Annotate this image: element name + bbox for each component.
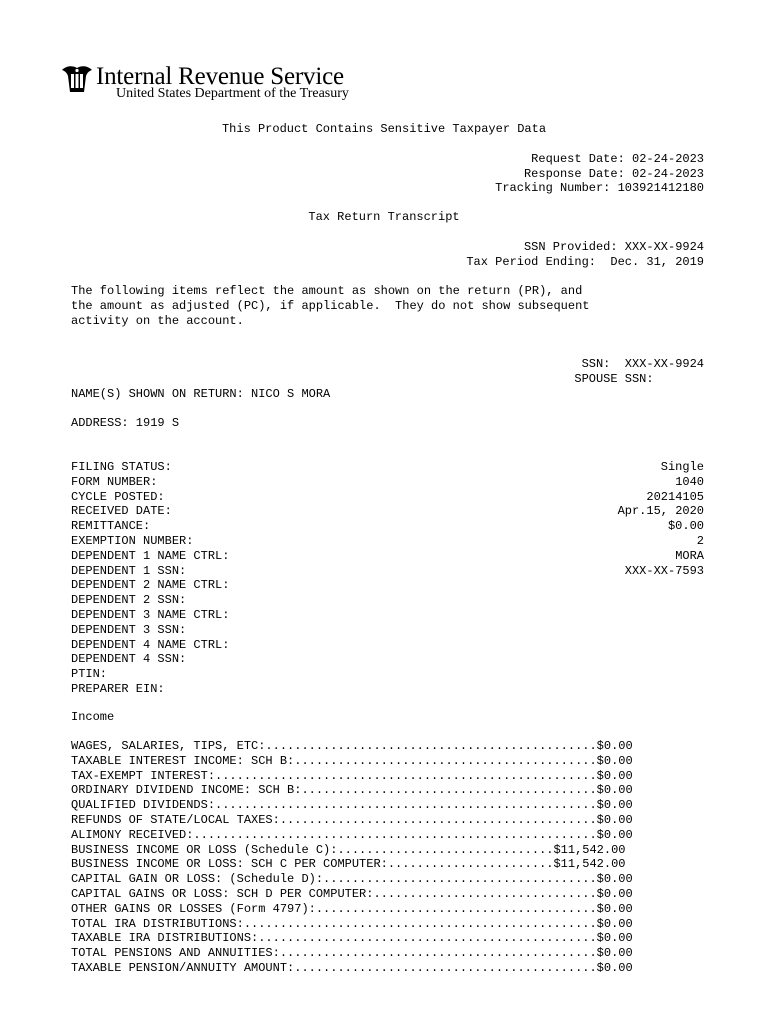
income-line: REFUNDS OF STATE/LOCAL TAXES:............................................$0.00 (71, 812, 633, 827)
income-line: WAGES, SALARIES, TIPS, ETC:..............................................$0.00 (71, 739, 633, 753)
irs-logo (60, 64, 349, 101)
address: ADDRESS: 1919 S (71, 416, 180, 430)
income-line: CAPITAL GAIN OR LOSS: (Schedule D):......................................$0.00 (71, 872, 633, 887)
income-line: TOTAL PENSIONS AND ANNUITIES:............................................$0.00 (71, 946, 633, 961)
field-value: 20214105 (646, 489, 704, 504)
intro-line: the amount as adjusted (PC), if applicable. They do not show subsequent (71, 299, 590, 313)
spouse-ssn: SPOUSE SSN: (574, 372, 704, 386)
income-line: OTHER GAINS OR LOSSES (Form 4797):.......................................$0.00 (71, 901, 633, 916)
field-label: PTIN: (71, 667, 108, 682)
income-line: TOTAL IRA DISTRIBUTIONS:.................................................$0.00 (71, 916, 633, 931)
income-line: BUSINESS INCOME OR LOSS (Schedule C):..............................$11,542.00 (71, 842, 626, 857)
field-row (71, 504, 704, 519)
field-label: DEPENDENT 3 SSN: (71, 622, 187, 637)
intro-line: The following items reflect the amount as shown on the return (PR), and (71, 284, 583, 298)
field-row (71, 652, 704, 667)
ssn-provided: SSN Provided: XXX-XX-9924 (523, 240, 704, 254)
document-title: Tax Return Transcript (308, 210, 460, 224)
field-row (71, 519, 704, 534)
field-row (71, 608, 704, 623)
intro-line: activity on the account. (71, 314, 244, 328)
field-row (71, 490, 704, 505)
income-lines (71, 739, 704, 976)
income-line: TAX-EXEMPT INTEREST:.....................................................$0.00 (71, 768, 633, 783)
field-value: MORA (675, 548, 704, 563)
field-label: DEPENDENT 2 SSN: (71, 593, 187, 608)
field-value: $0.00 (667, 519, 704, 534)
field-label: DEPENDENT 3 NAME CTRL: (71, 607, 230, 622)
field-label: PREPARER EIN: (71, 681, 165, 696)
field-value: Apr.15, 2020 (617, 504, 704, 519)
taxpayer-ssn: SSN: XXX-XX-9924 (581, 357, 704, 371)
field-row (71, 623, 704, 638)
field-row (71, 475, 704, 490)
field-row (71, 460, 704, 475)
income-line: BUSINESS INCOME OR LOSS: SCH C PER COMPUTER:.......................$11,542.00 (71, 857, 626, 872)
field-label: EXEMPTION NUMBER: (71, 533, 194, 548)
field-label: DEPENDENT 2 NAME CTRL: (71, 578, 230, 593)
field-label: DEPENDENT 4 SSN: (71, 652, 187, 667)
filing-fields (71, 460, 704, 697)
agency-name: Internal Revenue Service (96, 63, 344, 90)
field-row (71, 578, 704, 593)
irs-eagle-icon (60, 64, 94, 96)
field-value: XXX-XX-7593 (624, 563, 704, 578)
income-line: ALIMONY RECEIVED:........................................................$0.00 (71, 827, 633, 842)
field-label: FILING STATUS: (71, 460, 172, 474)
income-line: TAXABLE INTEREST INCOME: SCH B:..........................................$0.00 (71, 753, 633, 768)
field-row (71, 549, 704, 564)
field-row (71, 564, 704, 579)
field-label: DEPENDENT 4 NAME CTRL: (71, 637, 230, 652)
response-date: Response Date: 02-24-2023 (523, 167, 704, 181)
sensitive-data-notice: This Product Contains Sensitive Taxpayer Data (221, 122, 547, 136)
request-date: Request Date: 02-24-2023 (531, 152, 704, 166)
income-line: QUALIFIED DIVIDENDS:.....................................................$0.00 (71, 798, 633, 813)
field-row (71, 638, 704, 653)
field-value: 2 (696, 533, 704, 548)
income-heading: Income (71, 710, 115, 724)
field-label: RECEIVED DATE: (71, 504, 172, 519)
field-row (71, 682, 704, 697)
field-label: DEPENDENT 1 SSN: (71, 563, 187, 578)
income-line: CAPITAL GAINS OR LOSS: SCH D PER COMPUTER:...............................$0.00 (71, 886, 633, 901)
field-row (71, 593, 704, 608)
income-line: TAXABLE IRA DISTRIBUTIONS:...............................................$0.00 (71, 931, 633, 946)
field-label: DEPENDENT 1 NAME CTRL: (71, 548, 230, 563)
tracking-number: Tracking Number: 103921412180 (495, 181, 704, 195)
field-value: 1040 (675, 474, 704, 489)
tax-period-ending: Tax Period Ending: Dec. 31, 2019 (466, 255, 704, 269)
field-label: FORM NUMBER: (71, 474, 158, 489)
field-row (71, 534, 704, 549)
names-on-return: NAME(S) SHOWN ON RETURN: NICO S MORA (71, 387, 331, 401)
field-label: REMITTANCE: (71, 519, 151, 534)
field-value: Single (660, 460, 704, 474)
income-line: TAXABLE PENSION/ANNUITY AMOUNT:..........................................$0.00 (71, 960, 633, 975)
field-label: CYCLE POSTED: (71, 489, 165, 504)
field-row (71, 667, 704, 682)
income-line: ORDINARY DIVIDEND INCOME: SCH B:.........................................$0.00 (71, 783, 633, 798)
department-name: United States Department of the Treasury (116, 86, 349, 101)
